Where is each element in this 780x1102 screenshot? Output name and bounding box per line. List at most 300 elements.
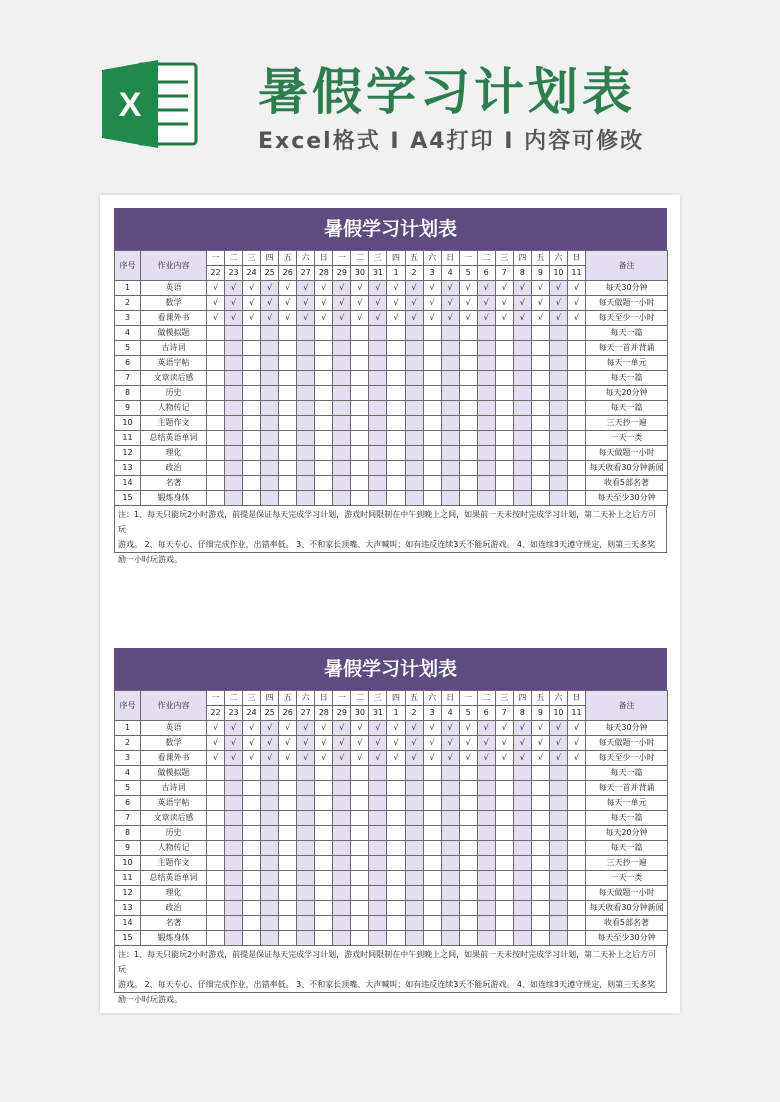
day-check-cell[interactable]: √	[207, 736, 225, 751]
day-check-cell[interactable]	[315, 446, 333, 461]
day-check-cell[interactable]: √	[207, 721, 225, 736]
day-check-cell[interactable]	[567, 386, 585, 401]
day-check-cell[interactable]	[567, 491, 585, 506]
day-check-cell[interactable]: √	[225, 281, 243, 296]
day-check-cell[interactable]: √	[297, 296, 315, 311]
day-check-cell[interactable]	[351, 431, 369, 446]
day-check-cell[interactable]	[495, 826, 513, 841]
day-check-cell[interactable]	[333, 841, 351, 856]
day-check-cell[interactable]	[549, 371, 567, 386]
day-check-cell[interactable]	[207, 446, 225, 461]
day-check-cell[interactable]	[423, 371, 441, 386]
day-check-cell[interactable]	[315, 841, 333, 856]
day-check-cell[interactable]	[549, 901, 567, 916]
day-check-cell[interactable]	[279, 401, 297, 416]
day-check-cell[interactable]	[261, 826, 279, 841]
day-check-cell[interactable]	[387, 901, 405, 916]
day-check-cell[interactable]	[243, 461, 261, 476]
day-check-cell[interactable]	[513, 871, 531, 886]
day-check-cell[interactable]	[225, 841, 243, 856]
day-check-cell[interactable]	[459, 371, 477, 386]
day-check-cell[interactable]: √	[405, 751, 423, 766]
day-check-cell[interactable]	[387, 916, 405, 931]
day-check-cell[interactable]	[549, 416, 567, 431]
day-check-cell[interactable]	[387, 416, 405, 431]
day-check-cell[interactable]	[297, 811, 315, 826]
day-check-cell[interactable]	[567, 871, 585, 886]
day-check-cell[interactable]	[495, 356, 513, 371]
day-check-cell[interactable]	[333, 386, 351, 401]
day-check-cell[interactable]	[567, 931, 585, 946]
day-check-cell[interactable]: √	[225, 311, 243, 326]
day-check-cell[interactable]	[297, 856, 315, 871]
day-check-cell[interactable]: √	[279, 281, 297, 296]
day-check-cell[interactable]	[315, 916, 333, 931]
day-check-cell[interactable]	[387, 356, 405, 371]
day-check-cell[interactable]	[297, 326, 315, 341]
day-check-cell[interactable]	[513, 491, 531, 506]
day-check-cell[interactable]	[549, 476, 567, 491]
day-check-cell[interactable]	[333, 781, 351, 796]
day-check-cell[interactable]	[333, 916, 351, 931]
day-check-cell[interactable]	[531, 901, 549, 916]
day-check-cell[interactable]	[405, 386, 423, 401]
day-check-cell[interactable]	[333, 491, 351, 506]
day-check-cell[interactable]	[225, 341, 243, 356]
day-check-cell[interactable]	[315, 416, 333, 431]
day-check-cell[interactable]	[513, 356, 531, 371]
day-check-cell[interactable]	[207, 841, 225, 856]
day-check-cell[interactable]	[405, 356, 423, 371]
day-check-cell[interactable]: √	[315, 296, 333, 311]
day-check-cell[interactable]	[441, 781, 459, 796]
day-check-cell[interactable]	[261, 416, 279, 431]
day-check-cell[interactable]	[387, 326, 405, 341]
day-check-cell[interactable]	[351, 781, 369, 796]
day-check-cell[interactable]	[549, 796, 567, 811]
day-check-cell[interactable]: √	[513, 721, 531, 736]
day-check-cell[interactable]	[261, 901, 279, 916]
day-check-cell[interactable]	[225, 886, 243, 901]
day-check-cell[interactable]	[477, 446, 495, 461]
day-check-cell[interactable]	[495, 931, 513, 946]
day-check-cell[interactable]	[207, 461, 225, 476]
day-check-cell[interactable]: √	[459, 751, 477, 766]
day-check-cell[interactable]: √	[531, 736, 549, 751]
day-check-cell[interactable]	[477, 416, 495, 431]
day-check-cell[interactable]	[441, 796, 459, 811]
day-check-cell[interactable]	[261, 371, 279, 386]
day-check-cell[interactable]	[441, 871, 459, 886]
day-check-cell[interactable]: √	[387, 296, 405, 311]
day-check-cell[interactable]	[369, 371, 387, 386]
day-check-cell[interactable]	[333, 476, 351, 491]
day-check-cell[interactable]	[243, 431, 261, 446]
day-check-cell[interactable]	[387, 826, 405, 841]
day-check-cell[interactable]	[423, 356, 441, 371]
day-check-cell[interactable]: √	[243, 281, 261, 296]
day-check-cell[interactable]	[549, 781, 567, 796]
day-check-cell[interactable]: √	[405, 311, 423, 326]
day-check-cell[interactable]: √	[225, 736, 243, 751]
day-check-cell[interactable]	[459, 916, 477, 931]
day-check-cell[interactable]	[279, 416, 297, 431]
day-check-cell[interactable]	[369, 326, 387, 341]
day-check-cell[interactable]	[441, 491, 459, 506]
day-check-cell[interactable]	[441, 461, 459, 476]
day-check-cell[interactable]	[567, 766, 585, 781]
day-check-cell[interactable]	[459, 491, 477, 506]
day-check-cell[interactable]	[297, 886, 315, 901]
day-check-cell[interactable]	[423, 491, 441, 506]
day-check-cell[interactable]	[315, 476, 333, 491]
day-check-cell[interactable]	[441, 856, 459, 871]
day-check-cell[interactable]	[423, 446, 441, 461]
day-check-cell[interactable]: √	[495, 311, 513, 326]
day-check-cell[interactable]	[279, 826, 297, 841]
day-check-cell[interactable]	[477, 401, 495, 416]
day-check-cell[interactable]	[441, 446, 459, 461]
day-check-cell[interactable]	[333, 826, 351, 841]
day-check-cell[interactable]	[459, 416, 477, 431]
day-check-cell[interactable]	[207, 356, 225, 371]
day-check-cell[interactable]: √	[315, 736, 333, 751]
day-check-cell[interactable]: √	[351, 281, 369, 296]
day-check-cell[interactable]: √	[477, 311, 495, 326]
day-check-cell[interactable]: √	[261, 281, 279, 296]
day-check-cell[interactable]	[531, 811, 549, 826]
day-check-cell[interactable]	[531, 341, 549, 356]
day-check-cell[interactable]: √	[495, 751, 513, 766]
day-check-cell[interactable]: √	[459, 721, 477, 736]
day-check-cell[interactable]	[423, 811, 441, 826]
day-check-cell[interactable]	[513, 916, 531, 931]
day-check-cell[interactable]	[207, 916, 225, 931]
day-check-cell[interactable]	[297, 446, 315, 461]
day-check-cell[interactable]	[459, 341, 477, 356]
day-check-cell[interactable]	[315, 811, 333, 826]
day-check-cell[interactable]	[243, 841, 261, 856]
day-check-cell[interactable]	[279, 841, 297, 856]
day-check-cell[interactable]	[333, 371, 351, 386]
day-check-cell[interactable]: √	[207, 751, 225, 766]
day-check-cell[interactable]	[315, 781, 333, 796]
day-check-cell[interactable]	[315, 871, 333, 886]
day-check-cell[interactable]	[225, 446, 243, 461]
day-check-cell[interactable]	[531, 416, 549, 431]
day-check-cell[interactable]	[459, 356, 477, 371]
day-check-cell[interactable]	[477, 341, 495, 356]
day-check-cell[interactable]	[477, 476, 495, 491]
day-check-cell[interactable]	[387, 796, 405, 811]
day-check-cell[interactable]: √	[297, 721, 315, 736]
day-check-cell[interactable]	[405, 341, 423, 356]
day-check-cell[interactable]	[477, 371, 495, 386]
day-check-cell[interactable]	[531, 386, 549, 401]
day-check-cell[interactable]	[279, 341, 297, 356]
day-check-cell[interactable]: √	[351, 296, 369, 311]
day-check-cell[interactable]: √	[279, 736, 297, 751]
day-check-cell[interactable]	[387, 811, 405, 826]
day-check-cell[interactable]	[477, 931, 495, 946]
day-check-cell[interactable]: √	[243, 296, 261, 311]
day-check-cell[interactable]: √	[531, 296, 549, 311]
day-check-cell[interactable]	[261, 781, 279, 796]
day-check-cell[interactable]	[405, 766, 423, 781]
day-check-cell[interactable]: √	[297, 281, 315, 296]
day-check-cell[interactable]	[459, 326, 477, 341]
day-check-cell[interactable]	[423, 766, 441, 781]
day-check-cell[interactable]	[495, 901, 513, 916]
day-check-cell[interactable]	[549, 886, 567, 901]
day-check-cell[interactable]: √	[423, 296, 441, 311]
day-check-cell[interactable]	[225, 401, 243, 416]
day-check-cell[interactable]: √	[405, 736, 423, 751]
day-check-cell[interactable]	[405, 886, 423, 901]
day-check-cell[interactable]	[243, 476, 261, 491]
day-check-cell[interactable]: √	[477, 296, 495, 311]
day-check-cell[interactable]: √	[549, 721, 567, 736]
day-check-cell[interactable]: √	[441, 281, 459, 296]
day-check-cell[interactable]	[369, 796, 387, 811]
day-check-cell[interactable]	[207, 476, 225, 491]
day-check-cell[interactable]	[423, 341, 441, 356]
day-check-cell[interactable]: √	[459, 736, 477, 751]
day-check-cell[interactable]: √	[513, 736, 531, 751]
day-check-cell[interactable]	[549, 766, 567, 781]
day-check-cell[interactable]	[369, 461, 387, 476]
day-check-cell[interactable]	[423, 871, 441, 886]
day-check-cell[interactable]	[369, 826, 387, 841]
day-check-cell[interactable]	[279, 476, 297, 491]
day-check-cell[interactable]	[549, 431, 567, 446]
day-check-cell[interactable]	[567, 856, 585, 871]
day-check-cell[interactable]	[531, 856, 549, 871]
day-check-cell[interactable]	[549, 386, 567, 401]
day-check-cell[interactable]: √	[369, 736, 387, 751]
day-check-cell[interactable]: √	[243, 736, 261, 751]
day-check-cell[interactable]: √	[459, 311, 477, 326]
day-check-cell[interactable]	[369, 431, 387, 446]
day-check-cell[interactable]: √	[441, 296, 459, 311]
day-check-cell[interactable]	[441, 916, 459, 931]
day-check-cell[interactable]	[297, 416, 315, 431]
day-check-cell[interactable]	[567, 826, 585, 841]
day-check-cell[interactable]	[387, 371, 405, 386]
day-check-cell[interactable]: √	[243, 751, 261, 766]
day-check-cell[interactable]: √	[531, 311, 549, 326]
day-check-cell[interactable]	[225, 371, 243, 386]
day-check-cell[interactable]: √	[315, 751, 333, 766]
day-check-cell[interactable]	[243, 886, 261, 901]
day-check-cell[interactable]: √	[387, 721, 405, 736]
day-check-cell[interactable]: √	[441, 751, 459, 766]
day-check-cell[interactable]	[369, 446, 387, 461]
day-check-cell[interactable]	[531, 446, 549, 461]
day-check-cell[interactable]	[261, 811, 279, 826]
day-check-cell[interactable]: √	[315, 311, 333, 326]
day-check-cell[interactable]	[513, 781, 531, 796]
day-check-cell[interactable]	[387, 401, 405, 416]
day-check-cell[interactable]	[459, 386, 477, 401]
day-check-cell[interactable]	[513, 841, 531, 856]
day-check-cell[interactable]	[297, 766, 315, 781]
day-check-cell[interactable]	[567, 781, 585, 796]
day-check-cell[interactable]: √	[225, 751, 243, 766]
day-check-cell[interactable]	[369, 781, 387, 796]
day-check-cell[interactable]	[243, 931, 261, 946]
day-check-cell[interactable]: √	[549, 296, 567, 311]
day-check-cell[interactable]	[495, 386, 513, 401]
day-check-cell[interactable]	[369, 856, 387, 871]
day-check-cell[interactable]	[405, 931, 423, 946]
day-check-cell[interactable]	[459, 931, 477, 946]
day-check-cell[interactable]: √	[243, 311, 261, 326]
day-check-cell[interactable]	[423, 476, 441, 491]
day-check-cell[interactable]: √	[567, 751, 585, 766]
day-check-cell[interactable]	[225, 781, 243, 796]
day-check-cell[interactable]	[405, 841, 423, 856]
day-check-cell[interactable]	[477, 841, 495, 856]
day-check-cell[interactable]	[459, 841, 477, 856]
day-check-cell[interactable]	[531, 476, 549, 491]
day-check-cell[interactable]	[405, 811, 423, 826]
day-check-cell[interactable]: √	[387, 751, 405, 766]
day-check-cell[interactable]: √	[261, 311, 279, 326]
day-check-cell[interactable]	[477, 766, 495, 781]
day-check-cell[interactable]	[567, 916, 585, 931]
day-check-cell[interactable]: √	[279, 751, 297, 766]
day-check-cell[interactable]	[369, 886, 387, 901]
day-check-cell[interactable]	[207, 326, 225, 341]
day-check-cell[interactable]	[369, 356, 387, 371]
day-check-cell[interactable]	[243, 326, 261, 341]
day-check-cell[interactable]	[243, 856, 261, 871]
day-check-cell[interactable]	[423, 401, 441, 416]
day-check-cell[interactable]	[351, 416, 369, 431]
day-check-cell[interactable]	[405, 326, 423, 341]
day-check-cell[interactable]	[225, 491, 243, 506]
day-check-cell[interactable]	[387, 766, 405, 781]
day-check-cell[interactable]	[387, 781, 405, 796]
day-check-cell[interactable]	[225, 476, 243, 491]
day-check-cell[interactable]	[207, 766, 225, 781]
day-check-cell[interactable]: √	[549, 281, 567, 296]
day-check-cell[interactable]	[333, 431, 351, 446]
day-check-cell[interactable]	[207, 826, 225, 841]
day-check-cell[interactable]	[423, 416, 441, 431]
day-check-cell[interactable]	[297, 916, 315, 931]
day-check-cell[interactable]	[567, 416, 585, 431]
day-check-cell[interactable]	[351, 916, 369, 931]
day-check-cell[interactable]	[351, 796, 369, 811]
day-check-cell[interactable]	[225, 916, 243, 931]
day-check-cell[interactable]: √	[477, 281, 495, 296]
day-check-cell[interactable]: √	[531, 721, 549, 736]
day-check-cell[interactable]	[531, 766, 549, 781]
day-check-cell[interactable]	[387, 476, 405, 491]
day-check-cell[interactable]: √	[549, 736, 567, 751]
day-check-cell[interactable]	[477, 796, 495, 811]
day-check-cell[interactable]	[207, 341, 225, 356]
day-check-cell[interactable]: √	[477, 736, 495, 751]
day-check-cell[interactable]	[495, 401, 513, 416]
day-check-cell[interactable]	[405, 416, 423, 431]
day-check-cell[interactable]	[495, 811, 513, 826]
day-check-cell[interactable]	[225, 856, 243, 871]
day-check-cell[interactable]	[513, 901, 531, 916]
day-check-cell[interactable]	[549, 401, 567, 416]
day-check-cell[interactable]	[387, 886, 405, 901]
day-check-cell[interactable]: √	[549, 311, 567, 326]
day-check-cell[interactable]	[279, 871, 297, 886]
day-check-cell[interactable]: √	[549, 751, 567, 766]
day-check-cell[interactable]	[513, 931, 531, 946]
day-check-cell[interactable]	[531, 841, 549, 856]
day-check-cell[interactable]: √	[567, 721, 585, 736]
day-check-cell[interactable]	[477, 781, 495, 796]
day-check-cell[interactable]	[351, 461, 369, 476]
day-check-cell[interactable]	[495, 916, 513, 931]
day-check-cell[interactable]	[567, 461, 585, 476]
day-check-cell[interactable]: √	[423, 736, 441, 751]
day-check-cell[interactable]	[351, 326, 369, 341]
day-check-cell[interactable]	[495, 796, 513, 811]
day-check-cell[interactable]: √	[225, 721, 243, 736]
day-check-cell[interactable]	[369, 341, 387, 356]
day-check-cell[interactable]	[351, 766, 369, 781]
day-check-cell[interactable]	[531, 431, 549, 446]
day-check-cell[interactable]	[369, 386, 387, 401]
day-check-cell[interactable]	[459, 461, 477, 476]
day-check-cell[interactable]	[549, 856, 567, 871]
day-check-cell[interactable]	[261, 766, 279, 781]
day-check-cell[interactable]: √	[441, 736, 459, 751]
day-check-cell[interactable]	[567, 811, 585, 826]
day-check-cell[interactable]	[441, 326, 459, 341]
day-check-cell[interactable]	[243, 401, 261, 416]
day-check-cell[interactable]	[477, 326, 495, 341]
day-check-cell[interactable]	[405, 491, 423, 506]
day-check-cell[interactable]	[477, 386, 495, 401]
day-check-cell[interactable]: √	[405, 281, 423, 296]
day-check-cell[interactable]	[531, 886, 549, 901]
day-check-cell[interactable]	[261, 356, 279, 371]
day-check-cell[interactable]	[261, 796, 279, 811]
day-check-cell[interactable]: √	[351, 751, 369, 766]
day-check-cell[interactable]	[351, 491, 369, 506]
day-check-cell[interactable]: √	[405, 296, 423, 311]
day-check-cell[interactable]	[441, 886, 459, 901]
day-check-cell[interactable]	[531, 326, 549, 341]
day-check-cell[interactable]: √	[243, 721, 261, 736]
day-check-cell[interactable]	[477, 886, 495, 901]
day-check-cell[interactable]	[549, 826, 567, 841]
day-check-cell[interactable]	[243, 341, 261, 356]
day-check-cell[interactable]	[351, 841, 369, 856]
day-check-cell[interactable]	[513, 341, 531, 356]
day-check-cell[interactable]	[369, 491, 387, 506]
day-check-cell[interactable]	[387, 386, 405, 401]
day-check-cell[interactable]: √	[477, 721, 495, 736]
day-check-cell[interactable]: √	[279, 296, 297, 311]
day-check-cell[interactable]	[441, 416, 459, 431]
day-check-cell[interactable]: √	[279, 311, 297, 326]
day-check-cell[interactable]	[315, 326, 333, 341]
day-check-cell[interactable]	[405, 871, 423, 886]
day-check-cell[interactable]	[279, 356, 297, 371]
day-check-cell[interactable]	[459, 476, 477, 491]
